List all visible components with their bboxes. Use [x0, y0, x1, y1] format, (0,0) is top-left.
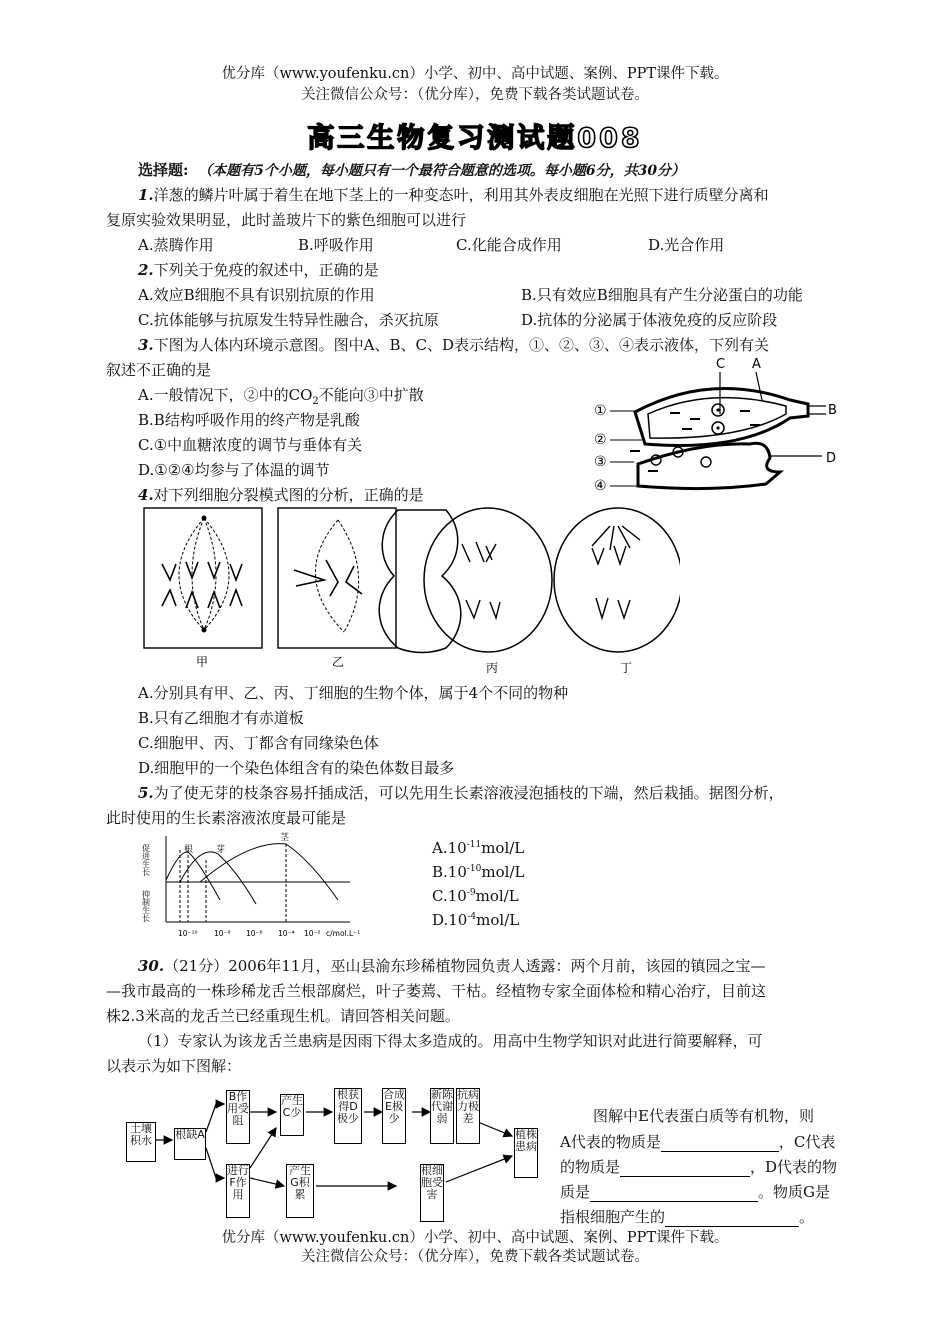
q3-stem-b: 叙述不正确的是 [106, 361, 212, 379]
q2-stem: 2.下列关于免疫的叙述中，正确的是 [138, 261, 379, 279]
fig3-label-c: C [716, 357, 726, 372]
q4-option-b: B.只有乙细胞才有赤道板 [138, 709, 304, 727]
q3-stem-a: 3.下图为人体内环境示意图。图中A、B、C、D表示结构，①、②、③、④表示液体，下列有关 [138, 336, 770, 354]
x-tick-4: 10⁻⁴ [278, 929, 295, 938]
q1-stem-a: 1.洋葱的鳞片叶属于着生在地下茎上的一种变态叶，利用其外表皮细胞在光照下进行质壁分离和 [138, 186, 769, 204]
q1-stem-b: 复原实验效果明显，此时盖玻片下的紫色细胞可以进行 [106, 211, 467, 229]
cell-division-diagrams [140, 506, 680, 676]
q30-answer-line5: 指根细胞产生的 。 [560, 1208, 815, 1226]
fig4-label-jia: 甲 [196, 655, 209, 669]
q5-stem-b: 此时使用的生长素溶液浓度最可能是 [106, 809, 347, 827]
section-heading [138, 160, 950, 181]
q3-option-a: A.一般情况下，②中的$CO_2$不能向③中扩散 [138, 386, 424, 407]
q1-option-b: B.呼吸作用 [298, 236, 374, 254]
q3-option-c: C.①中血糖浓度的调节与垂体有关 [138, 436, 363, 454]
q5-option-b: $B.10^{-10}mol/L$ [432, 863, 525, 881]
q30-sub1-a: （1）专家认为该龙舌兰患病是因雨下得太多造成的。用高中生物学知识对此进行简要解释，可 [138, 1032, 763, 1050]
q3-option-b: B.B结构呼吸作用的终产物是乳酸 [138, 411, 360, 429]
q5-option-c: $C.10^{-9}mol/L$ [432, 887, 519, 905]
fig4-label-ding: 丁 [620, 661, 633, 675]
q3-option-d: D.①②④均参与了体温的调节 [138, 461, 330, 479]
flow-box-g-accumulate: 产生G积累 [286, 1164, 314, 1218]
flow-box-c-less: 产生C少 [280, 1094, 304, 1136]
blank-c[interactable] [620, 1156, 750, 1177]
q30-answer-line2: A代表的物质是 ，C代表 [560, 1133, 836, 1151]
x-tick-3: 10⁻⁶ [246, 929, 263, 938]
x-tick-5: 10⁻² [304, 929, 321, 938]
site-header-line2: 关注微信公众号：（优分库），免费下载各类试题试卷。 [301, 87, 649, 103]
fig3-label-a: A [752, 357, 761, 372]
fig3-label-b: B [828, 403, 837, 418]
section-label: 选择题: [138, 161, 189, 179]
q30-answer-line4: 质是 。物质G是 [560, 1183, 830, 1201]
q1-option-a: A.蒸腾作用 [138, 236, 214, 254]
q2-option-a: A.效应B细胞不具有识别抗原的作用 [138, 286, 375, 304]
y-label-promote: 促进生长 [141, 844, 151, 876]
q1-option-c: C.化能合成作用 [456, 236, 562, 254]
q4-stem: 4.对下列细胞分裂模式图的分析，正确的是 [138, 486, 424, 504]
q2-option-d: D.抗体的分泌属于体液免疫的反应阶段 [521, 311, 778, 329]
fig3-label-1: ① [594, 403, 607, 419]
flow-box-d-little: 根获得D极少 [334, 1088, 362, 1144]
flow-box-b-blocked: B作用受阻 [226, 1090, 250, 1144]
flow-box-root-cell-damaged: 根细胞受害 [420, 1164, 444, 1222]
q5-stem-a: 5.为了使无芽的枝条容易扦插成活，可以先用生长素溶液浸泡插枝的下端，然后栽插。据图分析， [138, 784, 784, 802]
q1-option-d: D.光合作用 [648, 236, 725, 254]
site-header-line1: 优分库（www.youfenku.cn）小学、初中、高中试题、案例、PPT课件下载。 [221, 66, 729, 82]
q5-option-d: $D.10^{-4}mol/L$ [432, 911, 520, 929]
curve-label-stem: 茎 [280, 833, 290, 843]
q5-option-a: $A.10^{-11}mol/L$ [432, 839, 525, 857]
q30-line2: —我市最高的一株珍稀龙舌兰根部腐烂，叶子萎蔫、干枯。经植物专家全面体检和精心治疗，目前这 [106, 982, 767, 1000]
x-tick-1: 10⁻¹⁰ [178, 929, 198, 938]
fig3-label-d: D [826, 451, 837, 466]
q2-option-b: B.只有效应B细胞具有产生分泌蛋白的功能 [521, 286, 803, 304]
blank-g[interactable] [665, 1206, 799, 1227]
site-footer-line1: 优分库（www.youfenku.cn）小学、初中、高中试题、案例、PPT课件下载。 [221, 1230, 729, 1246]
q30-sub1-b: 以表示为如下图解： [106, 1057, 242, 1075]
q30-answer-line1: 图解中E代表蛋白质等有机物，则 [593, 1107, 814, 1125]
y-label-inhibit: 抑制生长 [141, 890, 151, 922]
flow-box-resistance-poor: 抗病力极差 [456, 1088, 480, 1144]
flow-box-f-process: 进行F作用 [226, 1164, 250, 1218]
q2-option-c: C.抗体能够与抗原发生特异性融合，杀灭抗原 [138, 311, 439, 329]
curve-label-root: 根 [184, 845, 194, 855]
flow-box-metabolism-weak: 新陈代谢弱 [430, 1088, 454, 1144]
flow-box-plant-sick: 植株患病 [514, 1128, 538, 1178]
fig4-label-yi: 乙 [332, 655, 345, 669]
page-title: 高三生物复习测试题008 [307, 123, 643, 154]
q30-line3: 株2.3米高的龙舌兰已经重现生机。请回答相关问题。 [106, 1007, 460, 1025]
section-note: （本题有5个小题，每小题只有一个最符合题意的选项。每小题6分，共30分） [198, 163, 686, 179]
fig4-label-bing: 丙 [486, 661, 499, 675]
curve-label-bud: 芽 [216, 845, 226, 855]
q4-option-c: C.细胞甲、丙、丁都含有同缘染色体 [138, 734, 379, 752]
q4-option-a: A.分别具有甲、乙、丙、丁细胞的生物个体，属于4个不同的物种 [138, 684, 569, 702]
q30-line1: 30.（21分）2006年11月，巫山县渝东珍稀植物园负责人透露：两个月前，该园的镇园之宝— [138, 957, 766, 975]
internal-environment-diagram [590, 352, 850, 500]
site-footer-line2: 关注微信公众号：（优分库），免费下载各类试题试卷。 [301, 1249, 649, 1265]
auxin-concentration-chart [140, 830, 390, 942]
flow-box-soil-water: 土壤积水 [126, 1122, 156, 1162]
q30-answer-line3: 的物质是 ，D代表的物 [560, 1158, 838, 1176]
flow-box-e-little: 合成E极少 [382, 1088, 406, 1144]
q4-option-d: D.细胞甲的一个染色体组含有的染色体数目最多 [138, 759, 455, 777]
blank-a[interactable] [661, 1131, 779, 1152]
x-unit: c/mol.L⁻¹ [326, 929, 361, 938]
flow-box-root-lack-a: 根缺A [174, 1128, 206, 1160]
x-tick-2: 10⁻⁸ [214, 929, 231, 938]
fig3-label-4: ④ [594, 478, 607, 494]
fig3-label-3: ③ [594, 454, 607, 470]
blank-d[interactable] [590, 1181, 758, 1202]
fig3-label-2: ② [594, 432, 607, 448]
